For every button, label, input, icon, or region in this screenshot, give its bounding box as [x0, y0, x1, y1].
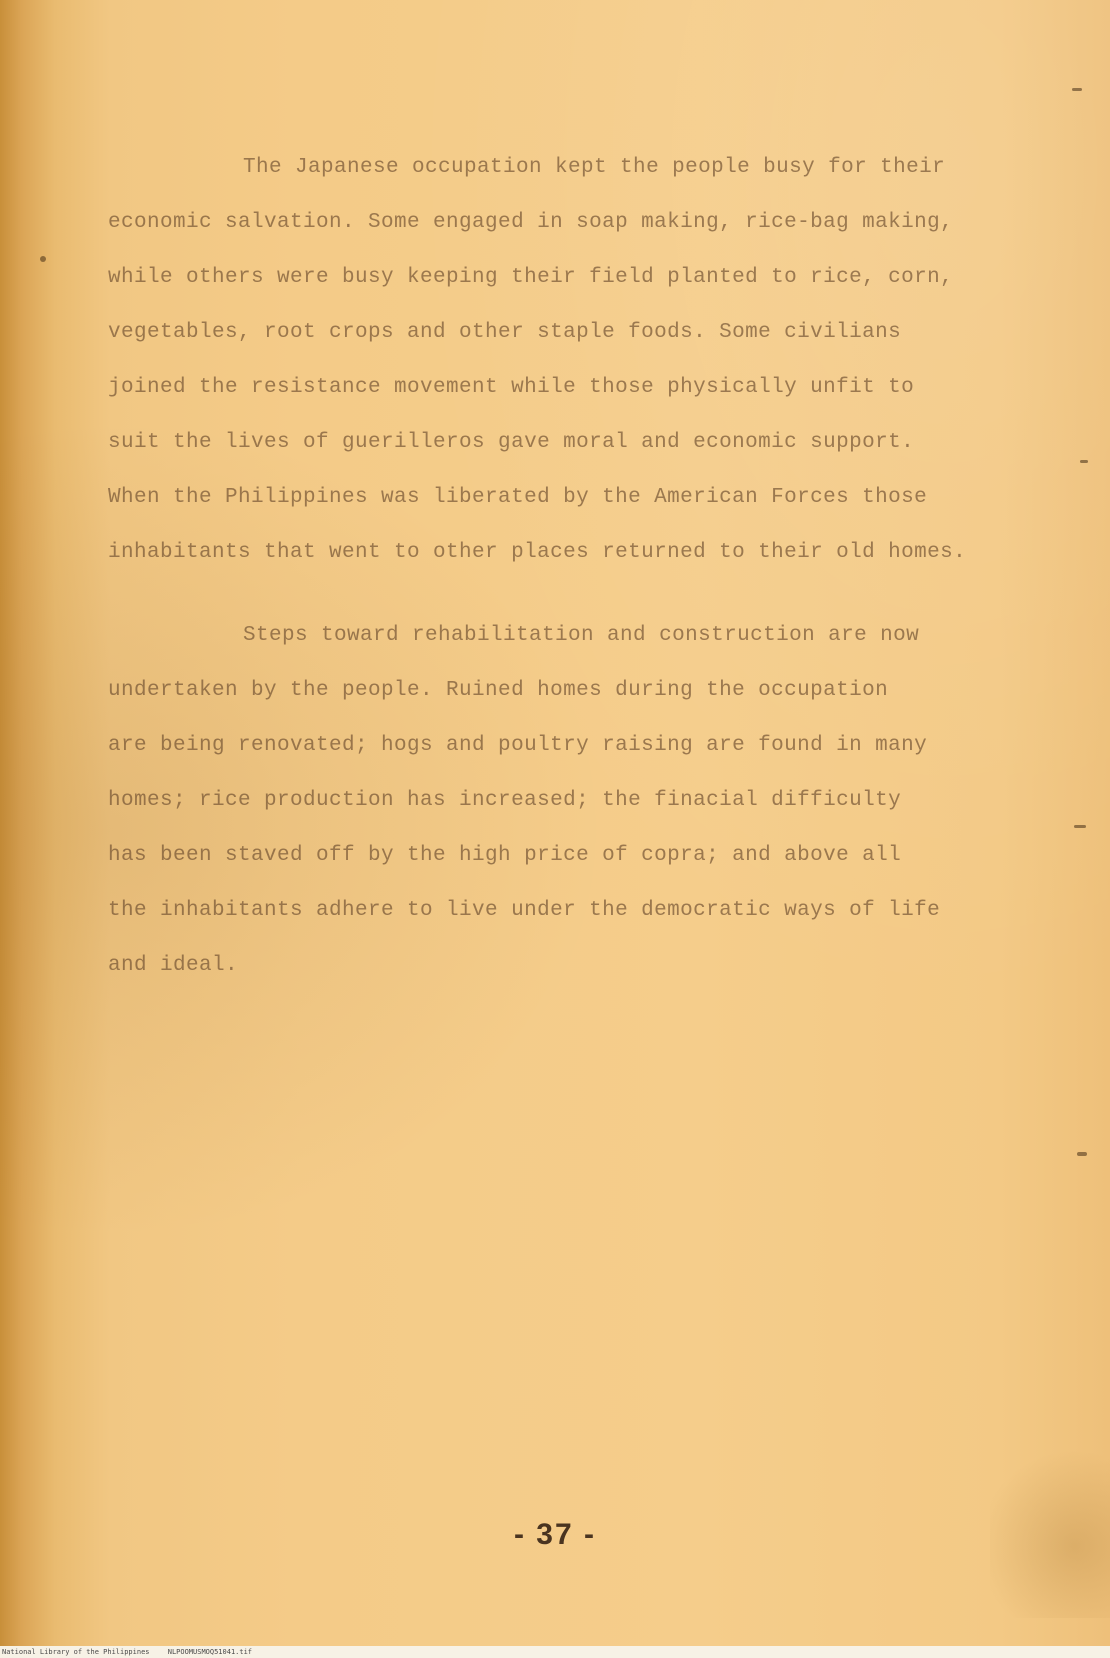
footer-filename: NLPOOMUSMOQ51041.tif: [167, 1648, 253, 1656]
page-number: - 37 -: [513, 1518, 597, 1551]
ink-speck: [1077, 1152, 1087, 1156]
scan-footer: [0, 1646, 1110, 1658]
text-line: are being renovated; hogs and poultry raising are found in many: [108, 734, 928, 757]
text-line: joined the resistance movement while those physically unfit to: [108, 376, 915, 399]
text-line: Steps toward rehabilitation and construction are now: [243, 624, 920, 647]
footer-library: National Library of the Philippines: [2, 1648, 150, 1656]
paragraph-occupation: [108, 140, 1008, 580]
ink-speck: [1080, 460, 1088, 463]
text-line: When the Philippines was liberated by the American Forces those: [108, 486, 928, 509]
ink-speck: [1072, 88, 1082, 91]
paragraph-rehabilitation: [108, 608, 1008, 993]
text-line: vegetables, root crops and other staple foods. Some civilians: [108, 321, 902, 344]
text-line: homes; rice production has increased; the finacial difficulty: [108, 789, 902, 812]
text-line: suit the lives of guerilleros gave moral and economic support.: [108, 431, 915, 454]
ink-speck: [1074, 825, 1086, 828]
text-line: the inhabitants adhere to live under the democratic ways of life: [108, 899, 941, 922]
text-line: The Japanese occupation kept the people busy for their: [243, 156, 946, 179]
text-line: undertaken by the people. Ruined homes during the occupation: [108, 679, 889, 702]
text-line: has been staved off by the high price of copra; and above all: [108, 844, 902, 867]
text-line: inhabitants that went to other places returned to their old homes.: [108, 541, 967, 564]
text-line: and ideal.: [108, 954, 239, 977]
text-line: while others were busy keeping their field planted to rice, corn,: [108, 266, 954, 289]
text-line: economic salvation. Some engaged in soap making, rice-bag making,: [108, 211, 954, 234]
ink-speck: [40, 256, 46, 262]
